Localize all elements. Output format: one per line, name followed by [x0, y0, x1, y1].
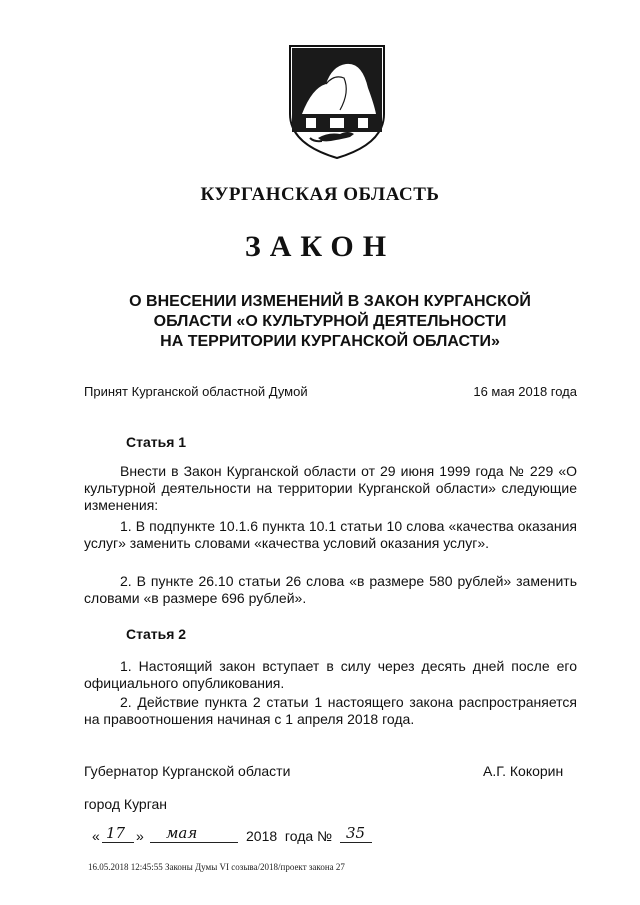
- handwritten-day: 17: [106, 824, 126, 842]
- signatory-position: Губернатор Курганской области: [84, 763, 291, 779]
- article-1-paragraph: Внести в Закон Курганской области от 29 июня 1999 года № 229 «О культурной деятельности на территории Курганской области» следующие изменения:: [84, 463, 577, 513]
- close-quote: »: [136, 828, 144, 844]
- region-name: КУРГАНСКАЯ ОБЛАСТЬ: [200, 184, 440, 205]
- adoption-date: 16 мая 2018 года: [473, 384, 577, 399]
- law-title-line: НА ТЕРРИТОРИИ КУРГАНСКОЙ ОБЛАСТИ»: [160, 333, 500, 350]
- law-title-line: О ВНЕСЕНИИ ИЗМЕНЕНИЙ В ЗАКОН КУРГАНСКОЙ: [129, 293, 531, 310]
- year-label: 2018 года №: [246, 828, 333, 844]
- article-1-paragraph: 1. В подпункте 10.1.6 пункта 10.1 статьи 10 слова «качества оказания услуг» заменить словами «качества условий оказания услуг».: [84, 518, 577, 551]
- city: город Курган: [84, 796, 168, 812]
- day-underline: [102, 842, 134, 843]
- article-2-heading: Статья 2: [126, 626, 187, 642]
- article-1-paragraph: 2. В пункте 26.10 статьи 26 слова «в размере 580 рублей» заменить словами «в размере 696 рублей».: [84, 573, 577, 606]
- month-underline: [150, 842, 238, 843]
- document-type: ЗАКОН: [244, 230, 396, 263]
- signatory-name: А.Г. Кокорин: [483, 763, 564, 779]
- article-1-heading: Статья 1: [126, 434, 187, 450]
- article-2-paragraph: 1. Настоящий закон вступает в силу через десять дней после его официального опубликования.: [84, 658, 577, 691]
- handwritten-month: мая: [166, 824, 198, 842]
- adopted-by: Принят Курганской областной Думой: [84, 384, 308, 399]
- law-title-line: ОБЛАСТИ «О КУЛЬТУРНОЙ ДЕЯТЕЛЬНОСТИ: [153, 313, 507, 330]
- adoption-line: [84, 384, 577, 399]
- handwritten-number: 35: [346, 824, 366, 842]
- date-number-line: [84, 822, 384, 846]
- open-quote: «: [92, 828, 100, 844]
- number-underline: [340, 842, 372, 843]
- footer-stamp: 16.05.2018 12:45:55 Законы Думы VI созыва/2018/проект закона 27: [88, 862, 345, 872]
- coat-of-arms-icon: [288, 44, 386, 160]
- article-2-paragraph: 2. Действие пункта 2 статьи 1 настоящего закона распространяется на правоотношения начиная с 1 апреля 2018 года.: [84, 694, 577, 727]
- law-title: [70, 292, 590, 352]
